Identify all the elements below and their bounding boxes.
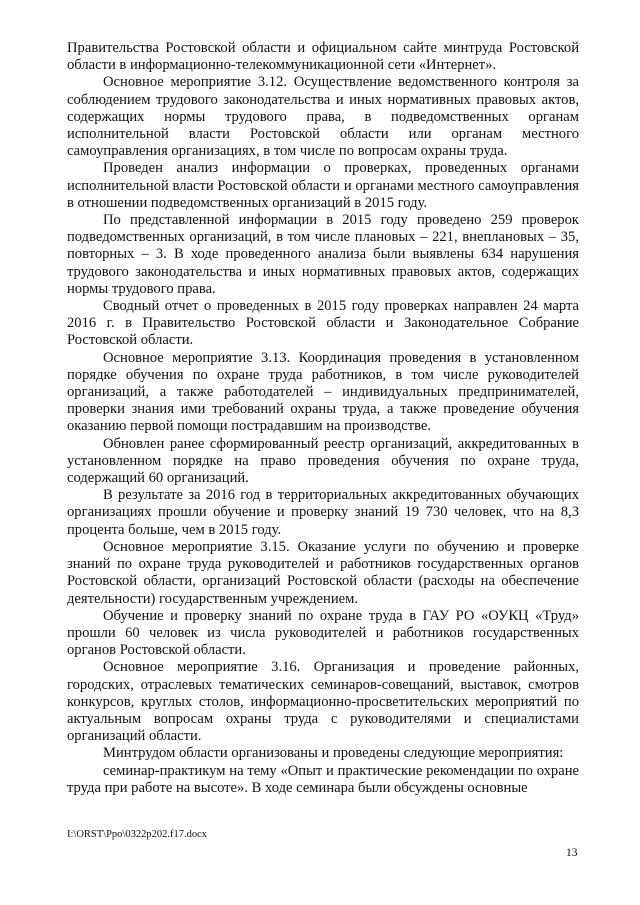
paragraph-inspection-stats: По представленной информации в 2015 году проведено 259 проверок подведомственных организаций, в том числе плановых – 221, внеплановых – 35, повторных – 3. В ходе проведенного анализа были выявлены 634 нарушения трудового законодательства и иных нормативных правовых актов, содержащих нормы трудового права. [67, 212, 579, 297]
paragraph-events-intro: Минтрудом области организованы и проведены следующие мероприятия: [103, 745, 564, 762]
paragraph-seminar: семинар-практикум на тему «Опыт и практические рекомендации по охране труда при работе на высоте». В ходе семинара были обсуждены основные [67, 762, 579, 796]
document-body [67, 40, 579, 797]
paragraph-registry-update: Обновлен ранее сформированный реестр организаций, аккредитованных в установленном порядке на право проведения обучения по охране труда, содержащий 60 организаций. [67, 435, 579, 487]
paragraph-training-results: В результате за 2016 год в территориальных аккредитованных обучающих организациях прошли обучение и проверку знаний 19 730 человек, что на 8,3 процента больше, чем в 2015 году. [67, 487, 579, 538]
paragraph-summary-report: Сводный отчет о проведенных в 2015 году проверках направлен 24 марта 2016 г. в Правительство Ростовской области и Законодательное Собрание Ростовской области. [67, 298, 579, 349]
paragraph-inspection-analysis: Проведен анализ информации о проверках, проведенных органами исполнительной власти Ростовской области и органами местного самоуправления в отношении подведомственных организаций в 2015 году. [67, 160, 579, 211]
paragraph-measure-3-15: Основное мероприятие 3.15. Оказание услуги по обучению и проверке знаний по охране труда руководителей и работников государственных органов Ростовской области, организаций Ростовской области (расходы на обеспечение деятельности) государственным учреждением. [67, 538, 579, 607]
paragraph-measure-3-16: Основное мероприятие 3.16. Организация и проведение районных, городских, отраслевых тематических семинаров-совещаний, выставок, смотров конкурсов, круглых столов, информационно-просветительских мероприятий по актуальным вопросам охраны труда с руководителями и специалистами организаций области. [67, 659, 579, 745]
footer-file-path: I:\ORST\Ppo\0322p202.f17.docx [67, 829, 208, 840]
paragraph-measure-3-12: Основное мероприятие 3.12. Осуществление ведомственного контроля за соблюдением трудового законодательства и иных нормативных правовых актов, содержащих нормы трудового права, в подведомственных органам исполнительной власти Ростовской области или органам местного самоуправления организациях, в том числе по вопросам охраны труда. [67, 74, 579, 160]
paragraph-continuation: Правительства Ростовской области и официальном сайте минтруда Ростовской области в информационно-телекоммуникационной сети «Интернет». [67, 40, 579, 74]
page-number: 13 [566, 847, 578, 859]
paragraph-oukc-training: Обучение и проверку знаний по охране труда в ГАУ РО «ОУКЦ «Труд» прошли 60 человек из числа руководителей и работников государственных органов Ростовской области. [67, 607, 579, 659]
paragraph-measure-3-13: Основное мероприятие 3.13. Координация проведения в установленном порядке обучения по охране труда работников, в том числе руководителей организаций, а также работодателей – индивидуальных предпринимателей, проверки знания ими требований охраны труда, а также проведение обучения оказанию первой помощи пострадавшим на производстве. [67, 349, 579, 435]
